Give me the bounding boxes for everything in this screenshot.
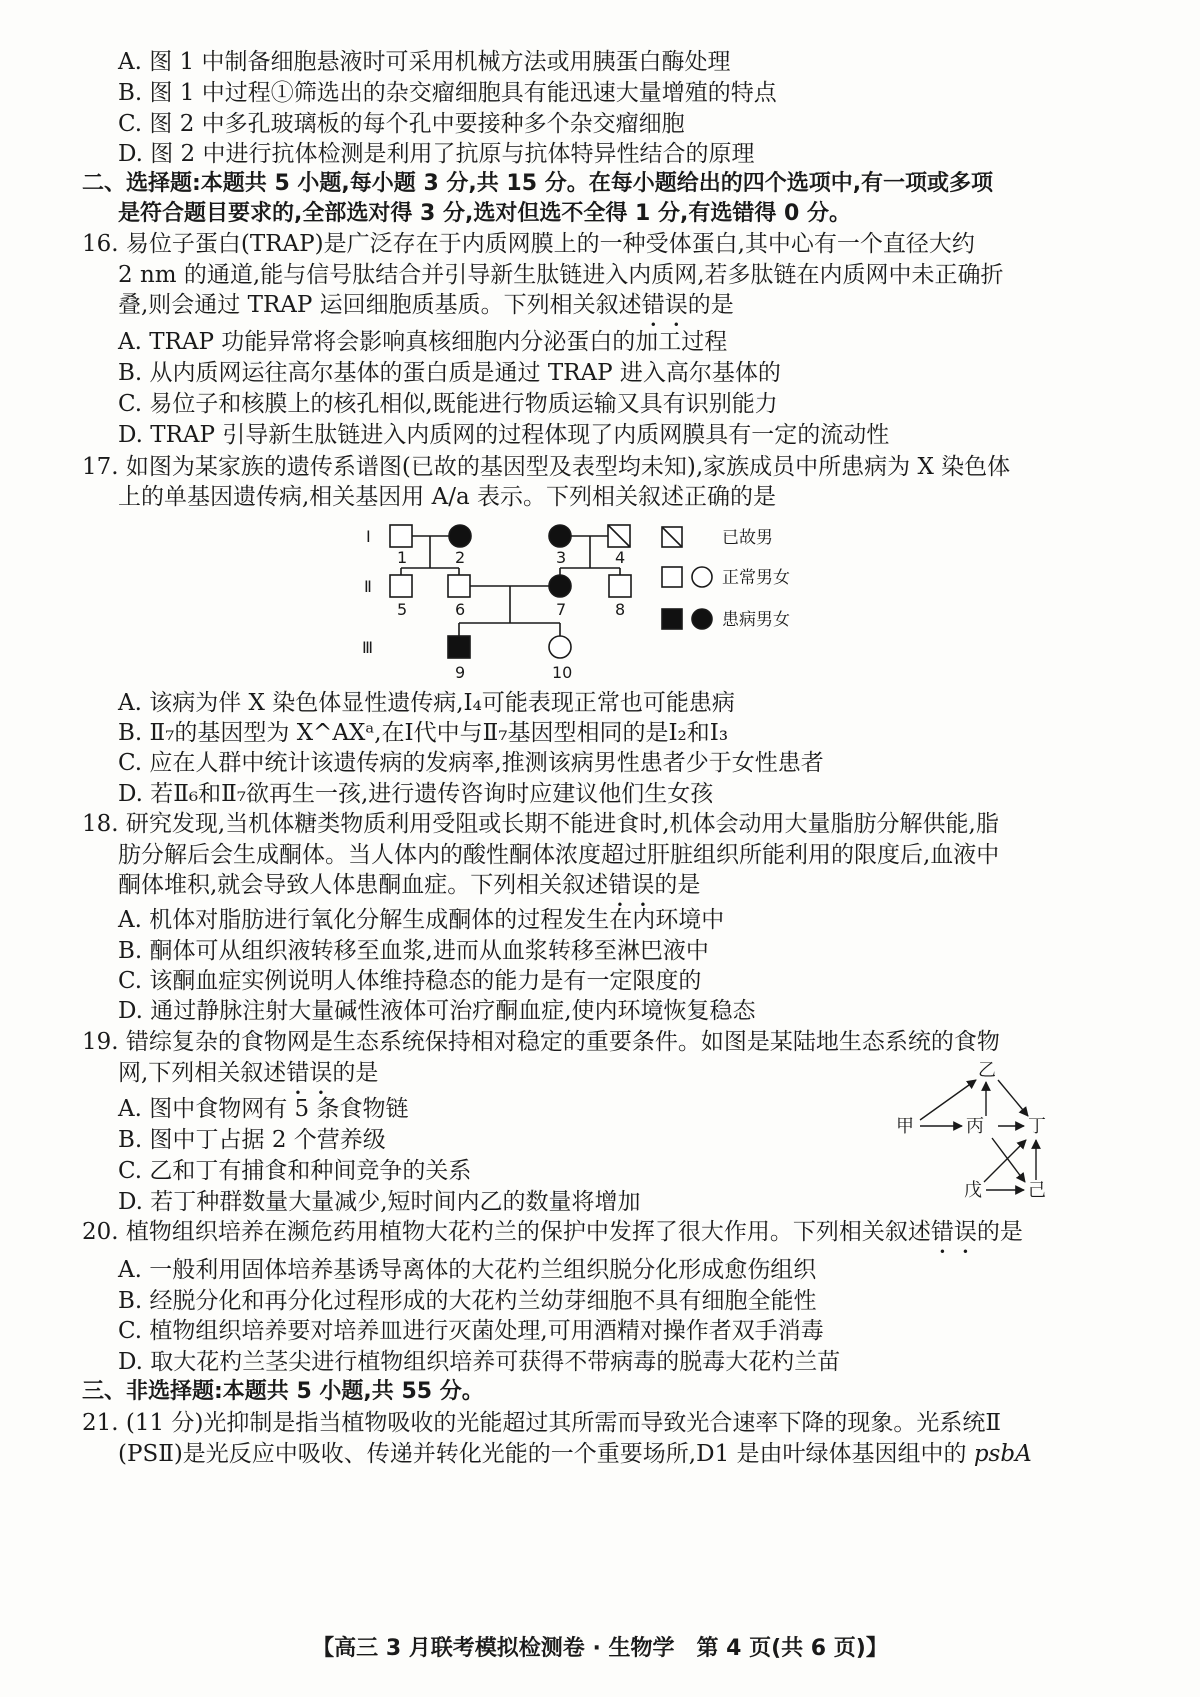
q16-emphasis: 错误 bbox=[641, 292, 688, 318]
member-label-6: 6 bbox=[455, 600, 466, 619]
q18-option-d: D. 通过静脉注射大量碱性液体可治疗酮血症,使内环境恢复稳态 bbox=[118, 998, 756, 1024]
species-jia: 甲 bbox=[896, 1116, 914, 1137]
q15-option-d: D. 图 2 中进行抗体检测是利用了抗原与抗体特异性结合的原理 bbox=[118, 141, 755, 167]
legend-affected: 患病男女 bbox=[722, 610, 790, 630]
member-label-10: 10 bbox=[552, 663, 573, 682]
legend-deceased-male: 已故男 bbox=[722, 528, 773, 548]
page-footer: 【高三 3 月联考模拟检测卷 · 生物学 第 4 页(共 6 页)】 bbox=[312, 1636, 888, 1661]
q18-emphasis: 错误 bbox=[608, 872, 655, 898]
member-label-2: 2 bbox=[455, 548, 466, 567]
species-yi: 乙 bbox=[978, 1060, 996, 1081]
generation-label-1: Ⅰ bbox=[366, 527, 371, 546]
q16-option-d: D. TRAP 引导新生肽链进入内质网的过程体现了内质网膜具有一定的流动性 bbox=[118, 422, 890, 448]
generation-label-2: Ⅱ bbox=[364, 577, 372, 596]
member-9-affected-male bbox=[448, 636, 470, 658]
q17-option-c: C. 应在人群中统计该遗传病的发病率,推测该病男性患者少于女性患者 bbox=[118, 750, 824, 776]
species-ding: 丁 bbox=[1028, 1116, 1046, 1137]
member-1-normal-male bbox=[390, 525, 412, 547]
member-label-1: 1 bbox=[397, 548, 408, 567]
q17-option-d: D. 若Ⅱ₆和Ⅱ₇欲再生一孩,进行遗传咨询时应建议他们生女孩 bbox=[118, 781, 714, 807]
q21-stem-line2: (PSⅡ)是光反应中吸收、传递并转化光能的一个重要场所,D1 是由叶绿体基因组中的 psbA bbox=[118, 1441, 1032, 1467]
q16-stem-line2: 2 nm 的通道,能与信号肽结合并引导新生肽链进入内质网,若多肽链在内质网中未正确折 bbox=[118, 262, 1004, 288]
q17-option-b: B. Ⅱ₇的基因型为 X^AXᵃ,在Ⅰ代中与Ⅱ₇基因型相同的是Ⅰ₂和Ⅰ₃ bbox=[118, 720, 729, 746]
section2-heading-cont: 是符合题目要求的,全部选对得 3 分,选对但选不全得 1 分,有选错得 0 分。 bbox=[118, 201, 851, 226]
member-8-normal-male bbox=[609, 575, 631, 597]
member-3-affected-female bbox=[549, 525, 571, 547]
gene-psbA: psbA bbox=[973, 1441, 1032, 1467]
member-label-9: 9 bbox=[455, 663, 466, 682]
member-label-4: 4 bbox=[615, 548, 626, 567]
q18-option-c: C. 该酮血症实例说明人体维持稳态的能力是有一定限度的 bbox=[118, 968, 702, 994]
q19-option-d: D. 若丁种群数量大量减少,短时间内乙的数量将增加 bbox=[118, 1189, 641, 1215]
member-label-8: 8 bbox=[615, 600, 626, 619]
food-web-diagram bbox=[880, 1058, 1090, 1218]
member-label-3: 3 bbox=[556, 548, 567, 567]
member-10-normal-female bbox=[549, 636, 571, 658]
q19-option-a: A. 图中食物网有 5 条食物链 bbox=[118, 1096, 409, 1122]
member-5-normal-male bbox=[390, 575, 412, 597]
q16-stem-line1: 16. 易位子蛋白(TRAP)是广泛存在于内质网膜上的一种受体蛋白,其中心有一个直径大约 bbox=[82, 231, 975, 257]
q20-emphasis: 错误 bbox=[930, 1219, 977, 1245]
q19-option-b: B. 图中丁占据 2 个营养级 bbox=[118, 1127, 386, 1153]
q19-emphasis: 错误 bbox=[286, 1060, 333, 1086]
q17-stem-line2: 上的单基因遗传病,相关基因用 A/a 表示。下列相关叙述正确的是 bbox=[118, 484, 777, 510]
q17-stem-line1: 17. 如图为某家族的遗传系谱图(已故的基因型及表型均未知),家族成员中所患病为 X 染色体 bbox=[82, 454, 1011, 480]
q18-stem-line3: 酮体堆积,就会导致人体患酮血症。下列相关叙述错误的是 bbox=[118, 872, 701, 898]
species-wu: 戊 bbox=[964, 1180, 982, 1201]
member-7-affected-female bbox=[549, 575, 571, 597]
q16-option-b: B. 从内质网运往高尔基体的蛋白质是通过 TRAP 进入高尔基体的 bbox=[118, 360, 781, 386]
q15-option-c: C. 图 2 中多孔玻璃板的每个孔中要接种多个杂交瘤细胞 bbox=[118, 111, 685, 137]
arrow-yi-ding bbox=[998, 1080, 1028, 1116]
arrow-bing-ji bbox=[992, 1138, 1025, 1182]
section2-heading: 二、选择题:本题共 5 小题,每小题 3 分,共 15 分。在每小题给出的四个选项中,有一项或多项 bbox=[82, 171, 994, 196]
q18-option-a: A. 机体对脂肪进行氧化分解生成酮体的过程发生在内环境中 bbox=[118, 907, 725, 933]
q21-stem-line1: 21. (11 分)光抑制是指当植物吸收的光能超过其所需而导致光合速率下降的现象。光系统Ⅱ bbox=[82, 1410, 1002, 1436]
member-label-7: 7 bbox=[556, 600, 567, 619]
member-label-5: 5 bbox=[397, 600, 408, 619]
section3-heading: 三、非选择题:本题共 5 小题,共 55 分。 bbox=[82, 1379, 484, 1404]
q19-stem-line2: 网,下列相关叙述错误的是 bbox=[118, 1060, 379, 1086]
legend-normal-male-symbol bbox=[662, 567, 682, 587]
member-2-affected-female bbox=[449, 525, 471, 547]
q19-stem-line1: 19. 错综复杂的食物网是生态系统保持相对稳定的重要条件。如图是某陆地生态系统的食物 bbox=[82, 1029, 1000, 1055]
q16-stem-line3: 叠,则会通过 TRAP 运回细胞质基质。下列相关叙述错误的是 bbox=[118, 292, 734, 318]
generation-label-3: Ⅲ bbox=[362, 638, 374, 657]
q20-option-c: C. 植物组织培养要对培养皿进行灭菌处理,可用酒精对操作者双手消毒 bbox=[118, 1318, 824, 1344]
legend-normal: 正常男女 bbox=[722, 568, 790, 588]
q18-stem-line1: 18. 研究发现,当机体糖类物质利用受阻或长期不能进食时,机体会动用大量脂肪分解供能,脂 bbox=[82, 811, 999, 837]
q20-option-d: D. 取大花杓兰茎尖进行植物组织培养可获得不带病毒的脱毒大花杓兰苗 bbox=[118, 1349, 841, 1375]
legend-normal-female-symbol bbox=[692, 567, 712, 587]
q19-option-c: C. 乙和丁有捕食和种间竞争的关系 bbox=[118, 1158, 472, 1184]
q17-option-a: A. 该病为伴 X 染色体显性遗传病,Ⅰ₄可能表现正常也可能患病 bbox=[118, 690, 735, 716]
legend-affected-female-symbol bbox=[692, 609, 712, 629]
q15-option-b: B. 图 1 中过程①筛选出的杂交瘤细胞具有能迅速大量增殖的特点 bbox=[118, 80, 777, 106]
pedigree-diagram bbox=[360, 515, 880, 685]
q20-option-a: A. 一般利用固体培养基诱导离体的大花杓兰组织脱分化形成愈伤组织 bbox=[118, 1257, 817, 1283]
q20-stem: 20. 植物组织培养在濒危药用植物大花杓兰的保护中发挥了很大作用。下列相关叙述错误的是 bbox=[82, 1219, 1023, 1245]
arrow-jia-yi bbox=[920, 1080, 976, 1120]
q15-option-a: A. 图 1 中制备细胞悬液时可采用机械方法或用胰蛋白酶处理 bbox=[118, 49, 731, 75]
q18-stem-line2: 肪分解后会生成酮体。当人体内的酸性酮体浓度超过肝脏组织所能利用的限度后,血液中 bbox=[118, 842, 1000, 868]
species-bing: 丙 bbox=[966, 1116, 984, 1137]
species-ji: 己 bbox=[1028, 1180, 1046, 1201]
legend-affected-male-symbol bbox=[662, 609, 682, 629]
q18-option-b: B. 酮体可从组织液转移至血浆,进而从血浆转移至淋巴液中 bbox=[118, 938, 709, 964]
q16-option-a: A. TRAP 功能异常将会影响真核细胞内分泌蛋白的加工过程 bbox=[118, 329, 728, 355]
member-6-normal-male bbox=[448, 575, 470, 597]
q16-option-c: C. 易位子和核膜上的核孔相似,既能进行物质运输又具有识别能力 bbox=[118, 391, 778, 417]
q20-option-b: B. 经脱分化和再分化过程形成的大花杓兰幼芽细胞不具有细胞全能性 bbox=[118, 1288, 817, 1314]
